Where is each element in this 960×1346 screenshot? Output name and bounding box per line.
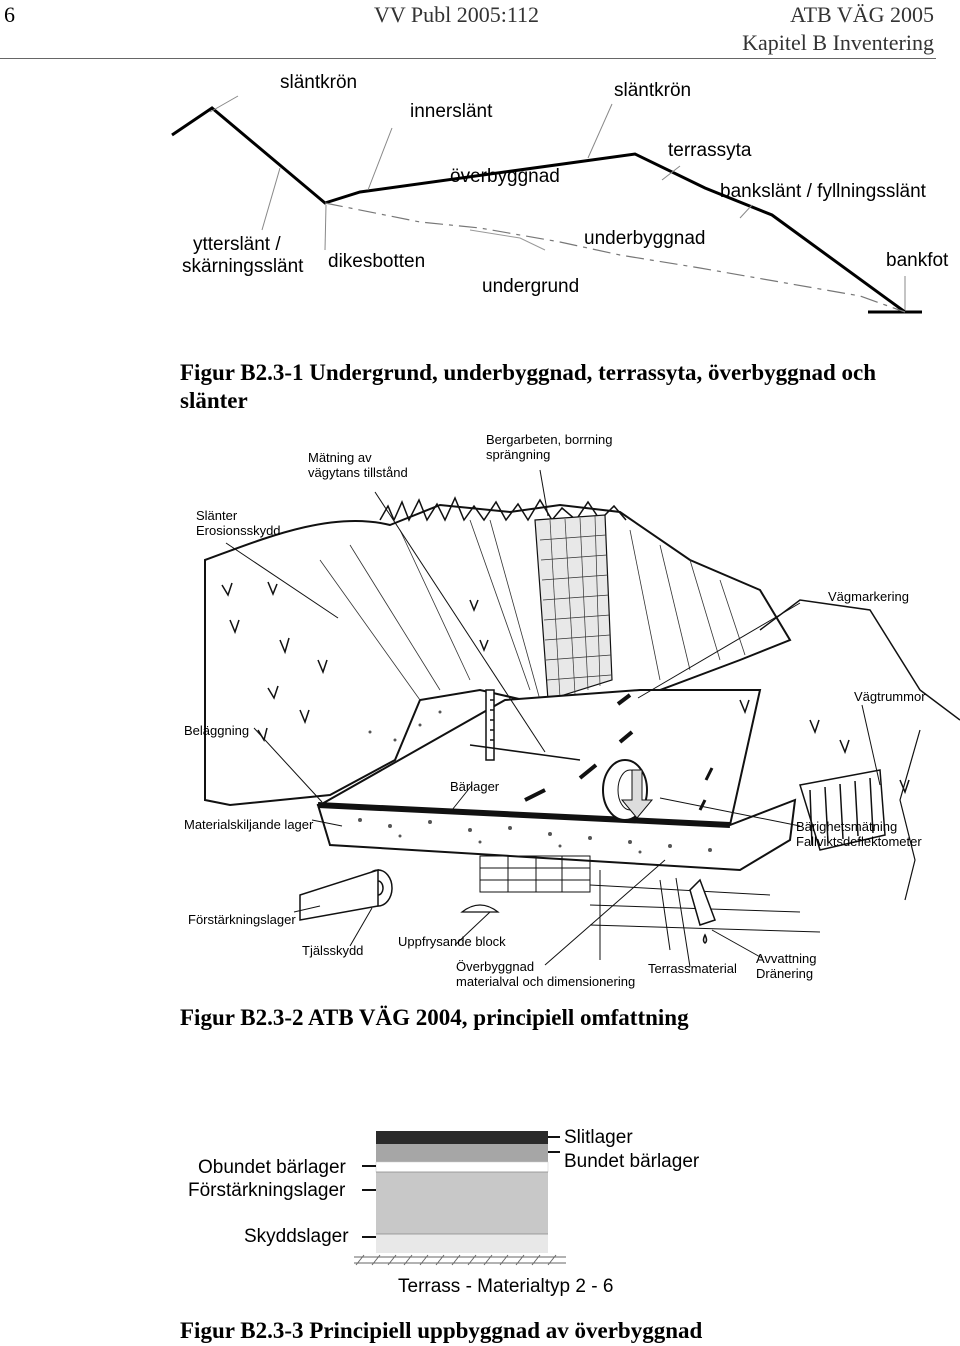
leader-slantkron-left [210, 96, 238, 112]
figure1-caption: Figur B2.3-1 Undergrund, underbyggnad, terrassyta, överbyggnad och [180, 360, 877, 385]
label-terrassyta: terrassyta [668, 140, 752, 161]
leader-innerslant [368, 128, 392, 190]
label-materialskiljande: Materialskiljande lager [184, 817, 314, 832]
leader-ytterslant [262, 168, 280, 230]
label-terrassmaterial: Terrassmaterial [648, 961, 737, 976]
label-skyddslager: Skyddslager [244, 1226, 349, 1247]
unbound-base-layer [376, 1162, 548, 1172]
chapter-title: Kapitel B Inventering [742, 30, 934, 55]
wearing-layer [376, 1131, 548, 1144]
protective-layer [376, 1234, 548, 1253]
label-innerslant: innerslänt [410, 101, 493, 122]
label-ytterslant: ytterslänt / [193, 234, 281, 255]
label-forstarkning: Förstärkningslager [188, 912, 296, 927]
label-belaggning: Beläggning [184, 723, 250, 738]
label-slitlager: Slitlager [564, 1127, 633, 1148]
label-terrass: Terrass - Materialtyp 2 - 6 [398, 1276, 614, 1297]
label-skarningsslant: skärningsslänt [182, 256, 304, 277]
label-uppfrysande: Uppfrysande block [398, 934, 506, 949]
figure3-drawing [354, 1131, 566, 1265]
label-vagtrummor: Vägtrummor [854, 689, 926, 704]
roller [300, 870, 392, 920]
label-tjalsskydd: Tjälsskydd [302, 943, 364, 958]
label-overbyggnad-dim: Överbyggnad materialval och dimensionering [456, 959, 636, 989]
label-slantkron-left: släntkrön [280, 72, 358, 93]
series-title: ATB VÄG 2005 [790, 2, 934, 27]
publication-id: VV Publ 2005:112 [374, 2, 540, 27]
label-matning: Mätning av vägytans tillstånd [308, 450, 408, 480]
leader-dikesbotten [325, 205, 326, 250]
label-barighetsmatning: Bärighetsmätning Fallviktsdeflektometer [796, 819, 922, 849]
leader-bankslant [740, 205, 752, 218]
figure3-caption: Figur B2.3-3 Principiell uppbyggnad av överbyggnad [180, 1318, 703, 1343]
page-number: 6 [4, 2, 15, 27]
label-barlager: Bärlager [450, 779, 500, 794]
leader-slantkron-right [588, 104, 612, 158]
label-forstarkningslager: Förstärkningslager [188, 1180, 346, 1201]
subbase-layer [376, 1172, 548, 1234]
label-underbyggnad: underbyggnad [584, 228, 706, 249]
figure2-drawing [205, 470, 960, 967]
label-undergrund: undergrund [482, 276, 580, 297]
label-avvattning: Avvattning Dränering [756, 951, 817, 981]
figure1-caption-cont: slänter [180, 388, 248, 413]
label-slantkron-right: släntkrön [614, 80, 692, 101]
frost-block [462, 905, 498, 912]
label-bankfot: bankfot [886, 250, 949, 271]
label-obundet-barlager: Obundet bärlager [198, 1157, 346, 1178]
label-bankslant: bankslänt / fyllningsslänt [720, 181, 926, 202]
bound-base-layer [376, 1144, 548, 1162]
label-slanter: Slänter Erosionsskydd [196, 508, 281, 538]
drain-pipe [690, 880, 715, 943]
label-overbyggnad: överbyggnad [450, 166, 560, 187]
label-bergarbeten: Bergarbeten, borrning sprängning [486, 432, 613, 462]
label-dikesbotten: dikesbotten [328, 251, 426, 272]
label-bundet-barlager: Bundet bärlager [564, 1151, 700, 1172]
figure2-caption: Figur B2.3-2 ATB VÄG 2004, principiell omfattning [180, 1005, 689, 1030]
label-vagmarkering: Vägmarkering [828, 589, 909, 604]
